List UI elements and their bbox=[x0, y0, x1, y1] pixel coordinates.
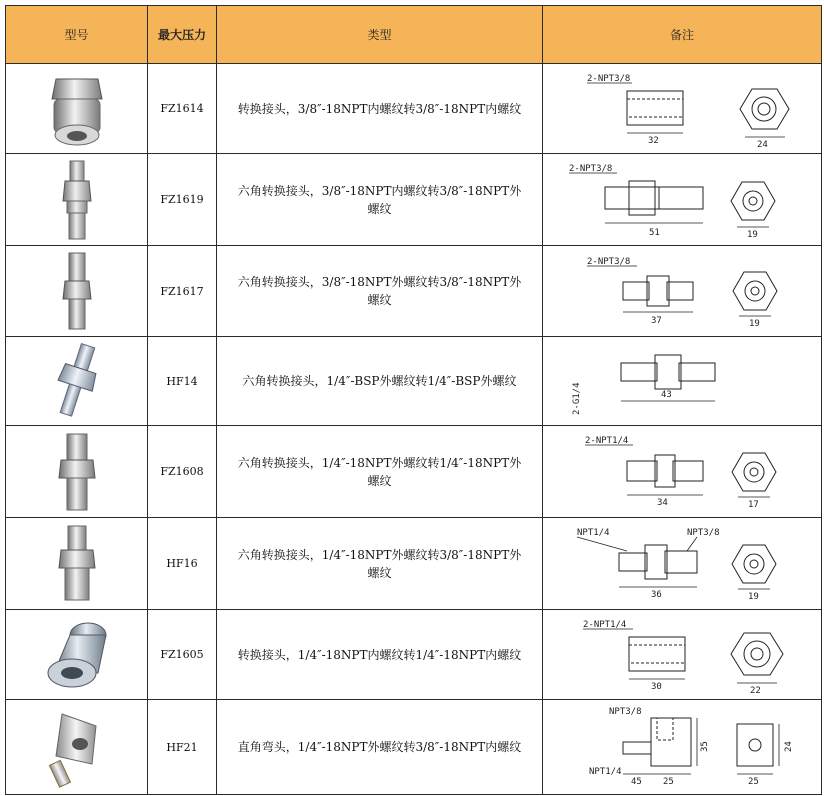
table-row bbox=[6, 518, 822, 610]
type-cell: 六角转换接头，1/4″-BSP外螺纹转1/4″-BSP外螺纹 bbox=[217, 337, 543, 426]
thread-label-left: NPT1/4 bbox=[577, 527, 610, 538]
type-cell: 转换接头，1/4″-18NPT内螺纹转1/4″-18NPT内螺纹 bbox=[217, 610, 543, 700]
header-remarks: 备注 bbox=[543, 6, 822, 64]
type-cell: 六角转换接头，1/4″-18NPT外螺纹转1/4″-18NPT外螺纹 bbox=[217, 426, 543, 518]
thread-label: 2-G1/4 bbox=[572, 382, 582, 415]
product-photo bbox=[6, 337, 148, 426]
thread-label-right: NPT3/8 bbox=[687, 527, 720, 538]
type-cell: 六角转换接头，1/4″-18NPT外螺纹转3/8″-18NPT外螺纹 bbox=[217, 518, 543, 610]
dim-hex: 19 bbox=[748, 591, 759, 602]
thread-label: 2-NPT3/8 bbox=[569, 163, 613, 174]
technical-drawing bbox=[543, 246, 822, 337]
thread-label-top: NPT3/8 bbox=[609, 707, 642, 717]
dim-hex: 24 bbox=[784, 741, 794, 752]
dim-length: 36 bbox=[651, 589, 662, 600]
technical-drawing bbox=[543, 610, 822, 700]
thread-label: 2-NPT3/8 bbox=[587, 257, 631, 267]
dim-hex: 22 bbox=[750, 685, 761, 696]
header-max-pressure: 最大压力 bbox=[148, 6, 217, 64]
type-cell: 转换接头，3/8″-18NPT内螺纹转3/8″-18NPT内螺纹 bbox=[217, 64, 543, 154]
header-type: 类型 bbox=[217, 6, 543, 64]
technical-drawing bbox=[543, 337, 822, 426]
model-cell: FZ1605 bbox=[148, 610, 217, 700]
dim-hex: 19 bbox=[747, 229, 758, 240]
dim-length: 45 bbox=[631, 777, 642, 787]
product-photo bbox=[6, 700, 148, 795]
table-row bbox=[6, 700, 822, 795]
type-cell: 六角转换接头，3/8″-18NPT内螺纹转3/8″-18NPT外螺纹 bbox=[217, 154, 543, 246]
technical-drawing bbox=[543, 518, 822, 610]
technical-drawing bbox=[543, 154, 822, 246]
product-photo bbox=[6, 610, 148, 700]
dim-length: 51 bbox=[649, 227, 660, 238]
dim-hex: 24 bbox=[757, 139, 768, 150]
table-row bbox=[6, 154, 822, 246]
thread-label: 2-NPT1/4 bbox=[585, 435, 629, 446]
model-cell: HF21 bbox=[148, 700, 217, 795]
table-row bbox=[6, 610, 822, 700]
header-row bbox=[6, 6, 822, 64]
dim-length: 30 bbox=[651, 681, 662, 692]
product-photo bbox=[6, 64, 148, 154]
thread-label-bottom: NPT1/4 bbox=[589, 767, 622, 777]
dim-length: 34 bbox=[657, 497, 668, 508]
dim-length: 43 bbox=[661, 390, 672, 400]
dim-hex: 19 bbox=[749, 319, 760, 329]
dim-length-2: 25 bbox=[663, 777, 674, 787]
thread-label: 2-NPT3/8 bbox=[587, 73, 631, 84]
dim-height: 35 bbox=[700, 741, 710, 752]
product-photo bbox=[6, 518, 148, 610]
thread-label: 2-NPT1/4 bbox=[583, 619, 627, 630]
model-cell: FZ1619 bbox=[148, 154, 217, 246]
model-cell: FZ1608 bbox=[148, 426, 217, 518]
dim-hex: 17 bbox=[748, 499, 759, 510]
model-cell: FZ1617 bbox=[148, 246, 217, 337]
product-photo bbox=[6, 246, 148, 337]
table-row bbox=[6, 246, 822, 337]
header-model: 型号 bbox=[6, 6, 148, 64]
model-cell: HF16 bbox=[148, 518, 217, 610]
technical-drawing bbox=[543, 700, 822, 795]
type-cell: 直角弯头，1/4″-18NPT外螺纹转3/8″-18NPT内螺纹 bbox=[217, 700, 543, 795]
type-cell: 六角转换接头，3/8″-18NPT外螺纹转3/8″-18NPT外螺纹 bbox=[217, 246, 543, 337]
model-cell: HF14 bbox=[148, 337, 217, 426]
table-row bbox=[6, 426, 822, 518]
dim-side: 25 bbox=[748, 777, 759, 787]
technical-drawing bbox=[543, 426, 822, 518]
dim-length: 32 bbox=[648, 135, 659, 146]
technical-drawing bbox=[543, 64, 822, 154]
dim-length: 37 bbox=[651, 316, 662, 326]
table-row bbox=[6, 64, 822, 154]
fittings-table bbox=[5, 5, 822, 795]
product-photo bbox=[6, 154, 148, 246]
model-cell: FZ1614 bbox=[148, 64, 217, 154]
product-photo bbox=[6, 426, 148, 518]
table-row bbox=[6, 337, 822, 426]
